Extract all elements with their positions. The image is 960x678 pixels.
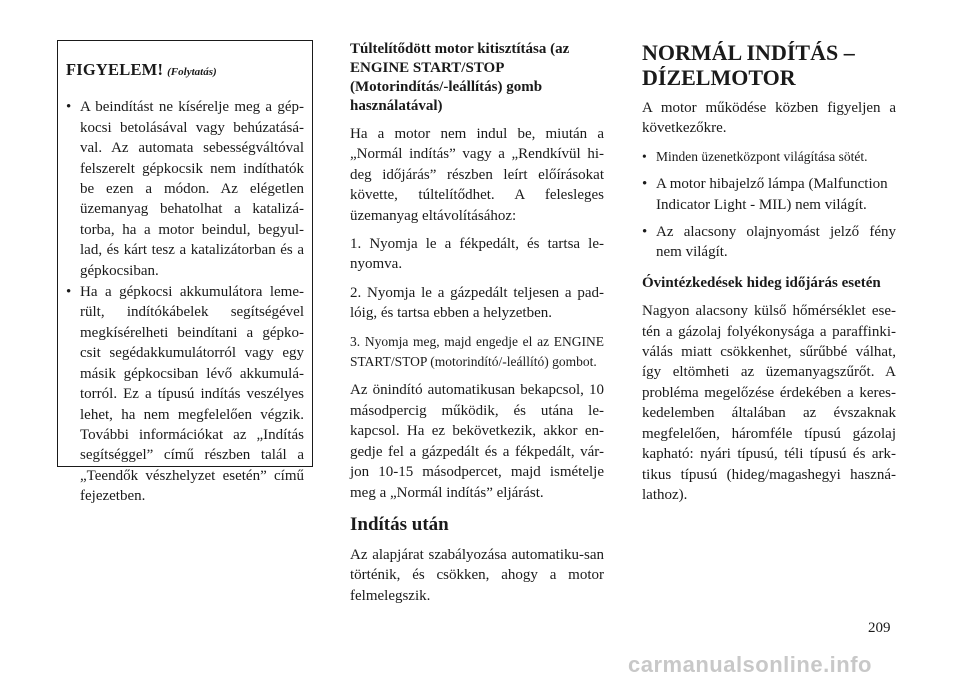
middle-column bbox=[350, 40, 604, 606]
step-2: 2. Nyomja le a gázpedált teljesen a pad-lóig, és tartsa ebben a helyzetben. bbox=[350, 284, 604, 322]
after-start-heading: Indítás után bbox=[350, 513, 449, 535]
starter-auto-text: Az önindító automatikusan bekapcsol, 10 másodpercig működik, és utána le-kapcsol. Ha ez bekövetkezik, akkor en-gedje fel a gázpedált és a fékpedált, vár-jon 10-15 másodpercet, majd ismételje meg a „Normál indítás” eljárást. bbox=[350, 382, 604, 501]
section-heading: NORMÁL INDÍTÁS – DÍZELMOTOR bbox=[642, 40, 855, 90]
check-bullet-list bbox=[642, 147, 896, 263]
warning-continuation: (Folytatás) bbox=[167, 66, 217, 78]
warning-bullet-list bbox=[66, 97, 304, 506]
page-number: 209 bbox=[868, 620, 891, 636]
check-bullet: • Az alacsony olajnyomást jelző fény nem világít. bbox=[642, 222, 896, 263]
right-column bbox=[642, 40, 896, 505]
section-intro: A motor működése közben figyeljen a következőkre. bbox=[642, 100, 896, 137]
warning-bullet: • Ha a gépkocsi akkumulátora leme-rült, indítókábelek segítségével megkísérelheti beindítani a gépko-csit segédakkumulátorról vagy egy másik gépkocsiban lévő akkumulá-torról. Ez a típusú indítás veszélyes lehet, ha nem megfelelően végzik. További információkat az „Indítás segítséggel” című részben talál a „Teendők vészhelyzet esetén” című fejezetben. bbox=[66, 282, 304, 506]
warning-title: FIGYELEM! bbox=[66, 60, 164, 79]
after-start-text: Az alapjárat szabályozása automatiku-san történik, és csökken, ahogy a motor felmelegszik. bbox=[350, 546, 604, 604]
cold-weather-subheading: Óvintézkedések hideg időjárás esetén bbox=[642, 274, 881, 291]
warning-heading bbox=[66, 60, 304, 82]
flooded-engine-intro: Ha a motor nem indul be, miután a „Normál indítás” vagy a „Rendkívül hi-deg időjárás” részben leírt előírásokat követte, túltelítődhet. A felesleges üzemanyag eltávolításához: bbox=[350, 126, 604, 224]
warning-bullet: • A beindítást ne kísérelje meg a gép-kocsi betolásával vagy behúzatásá-val. Az automata sebességváltóval felszerelt gépkocsik nem indíthatók be ezen a módon. Az elégetlen üzemanyag behatolhat a katalizá-torba, ha a motor beindul, begyul-lad, és kárt tesz a katalizátorban és a gépkocsiban. bbox=[66, 97, 304, 281]
check-bullet: • Minden üzenetközpont világítása sötét. bbox=[642, 147, 896, 167]
warning-box bbox=[57, 40, 313, 505]
step-3: 3. Nyomja meg, majd engedje el az ENGINE START/STOP (motorindító/-leállító) gombot. bbox=[350, 333, 604, 370]
watermark: carmanualsonline.info bbox=[628, 652, 872, 677]
cold-weather-paragraph: Nagyon alacsony külső hőmérséklet ese-tén a gázolaj folyékonysága a paraffinki-válás miatt csökkenhet, sűrűbbé válhat, így eltömheti az üzemanyagszűrőt. A probléma megelőzése érdekében a keres-kedelemben általában az évszaknak megfelelően, háromféle típusú gázolaj kapható: nyári típusú, téli típusú és ark-tikus típusú (hideg/magashegyi haszná-lathoz). bbox=[642, 303, 896, 503]
flooded-engine-subheading: Túltelítődött motor kitisztítása (az ENGINE START/STOP (Motorindítás/-leállítás) gomb használatával) bbox=[350, 41, 570, 114]
check-bullet: • A motor hibajelző lámpa (Malfunction Indicator Light - MIL) nem világít. bbox=[642, 174, 896, 215]
step-1: 1. Nyomja le a fékpedált, és tartsa le-nyomva. bbox=[350, 236, 604, 273]
